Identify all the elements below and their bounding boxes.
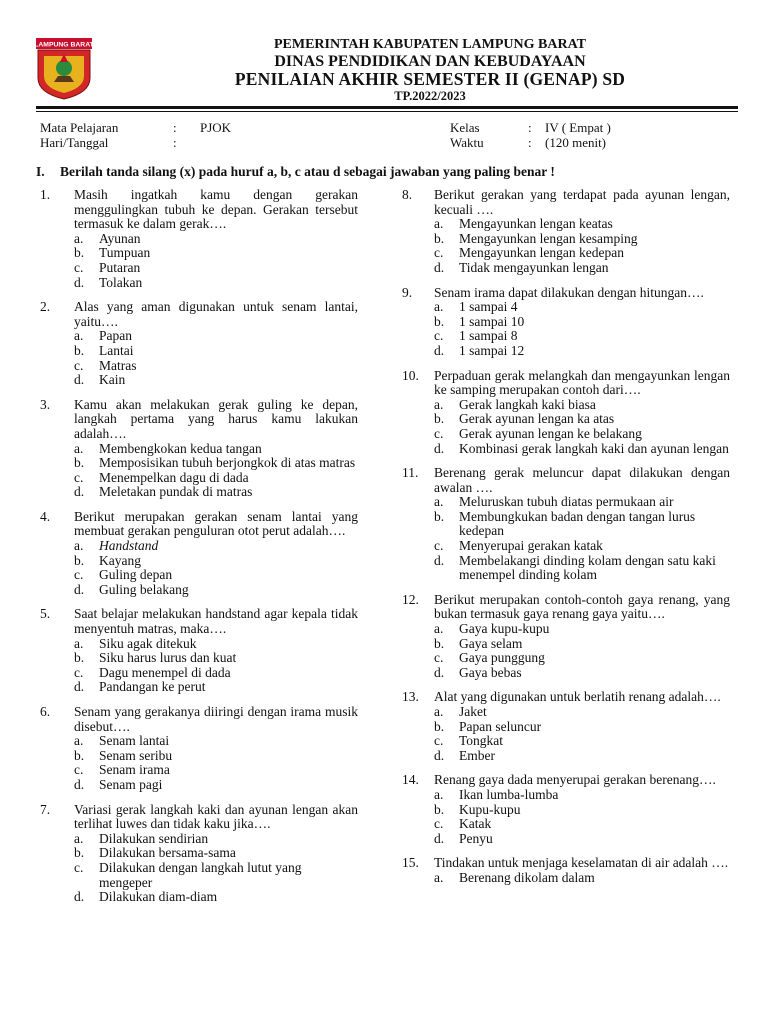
answer-option[interactable] <box>74 373 358 388</box>
answer-option[interactable] <box>434 622 730 637</box>
option-letter: d. <box>434 259 445 275</box>
question-text: Masih ingatkah kamu dengan gerakan menggulingkan tubuh ke depan. Gerakan tersebut termasuk ke dalam gerak…. <box>74 187 358 232</box>
answer-option[interactable] <box>74 637 358 652</box>
option-letter: d. <box>434 552 445 568</box>
answer-option[interactable] <box>434 510 730 539</box>
option-text: Pandangan ke perut <box>99 679 206 695</box>
answer-option[interactable] <box>74 890 358 905</box>
option-text: Papan seluncur <box>459 718 542 734</box>
option-letter: d. <box>434 342 445 358</box>
school-year: TP.2022/2023 <box>394 89 466 103</box>
question-number: 5. <box>40 606 51 622</box>
option-text: Katak <box>459 816 492 832</box>
option-text: Dilakukan bersama-sama <box>99 845 236 861</box>
option-letter: b. <box>74 455 85 471</box>
answer-option[interactable] <box>74 261 358 276</box>
option-letter: a. <box>434 869 444 885</box>
option-letter: d. <box>74 679 85 695</box>
option-text: Tolakan <box>99 274 143 290</box>
option-letter: d. <box>74 372 85 388</box>
question-item <box>36 803 358 905</box>
question-number: 13. <box>402 689 419 705</box>
option-letter: b. <box>434 508 445 524</box>
option-letter: d. <box>74 274 85 290</box>
right-question-column <box>396 188 730 896</box>
answer-option[interactable] <box>74 442 358 457</box>
option-letter: c. <box>434 425 444 441</box>
option-letter: c. <box>434 733 444 749</box>
option-text: Menyerupai gerakan katak <box>459 538 603 554</box>
option-letter: b. <box>74 342 85 358</box>
option-letter: a. <box>74 830 84 846</box>
time-colon: : <box>528 135 532 150</box>
option-letter: c. <box>434 650 444 666</box>
answer-option[interactable] <box>434 734 730 749</box>
option-text: Dilakukan diam-diam <box>99 889 218 905</box>
question-number: 15. <box>402 855 419 871</box>
option-letter: d. <box>74 889 85 905</box>
question-number: 8. <box>402 187 413 202</box>
answer-option[interactable] <box>74 471 358 486</box>
option-letter: b. <box>74 552 85 568</box>
question-text: Berikut gerakan yang terdapat pada ayunan lengan, kecuali …. <box>434 187 730 217</box>
answer-option[interactable] <box>74 583 358 598</box>
option-letter: c. <box>74 567 84 583</box>
letterhead <box>100 37 760 103</box>
option-text: Gaya kupu-kupu <box>459 621 550 637</box>
question-text: Alat yang digunakan untuk berlatih renang adalah…. <box>434 689 721 705</box>
question-text: Renang gaya dada menyerupai gerakan berenang…. <box>434 772 716 788</box>
option-text: 1 sampai 8 <box>459 328 518 344</box>
question-number: 4. <box>40 508 51 524</box>
option-letter: b. <box>434 635 445 651</box>
option-letter: c. <box>74 469 84 485</box>
answer-option[interactable] <box>434 749 730 764</box>
question-number: 10. <box>402 367 419 383</box>
answer-option[interactable] <box>74 344 358 359</box>
answer-option[interactable] <box>74 276 358 291</box>
answer-option[interactable] <box>74 666 358 681</box>
option-text: 1 sampai 4 <box>459 299 518 315</box>
option-text: Membengkokan kedua tangan <box>99 440 262 456</box>
option-text: Gerak langkah kaki biasa <box>459 396 596 412</box>
question-item <box>36 398 358 500</box>
option-text: Membungkukan badan dengan tangan lurus kedepan <box>459 508 696 539</box>
question-item <box>396 773 730 846</box>
option-letter: a. <box>434 621 444 637</box>
option-letter: b. <box>434 718 445 734</box>
class-value: IV ( Empat ) <box>545 120 611 135</box>
option-text: Gaya bebas <box>459 664 522 680</box>
header-divider-thin <box>36 111 738 112</box>
option-text: Putaran <box>99 259 141 275</box>
option-text: Papan <box>99 328 132 344</box>
answer-option[interactable] <box>434 720 730 735</box>
question-text: Saat belajar melakukan handstand agar kepala tidak menyentuh matras, maka…. <box>74 606 358 637</box>
option-letter: b. <box>434 230 445 246</box>
option-text: Tongkat <box>459 733 504 749</box>
answer-option[interactable] <box>434 412 730 427</box>
answer-option[interactable] <box>434 261 730 276</box>
question-text: Berenang gerak meluncur dapat dilakukan dengan awalan …. <box>434 465 730 495</box>
option-letter: c. <box>434 538 444 554</box>
time-value: (120 menit) <box>545 135 607 150</box>
option-text: Memposisikan tubuh berjongkok di atas matras <box>99 455 356 471</box>
class-label: Kelas <box>450 120 480 135</box>
answer-option[interactable] <box>74 778 358 793</box>
option-letter: b. <box>74 245 85 261</box>
answer-option[interactable] <box>74 568 358 583</box>
option-text: Dagu menempel di dada <box>99 664 231 680</box>
answer-option[interactable] <box>74 485 358 500</box>
option-letter: d. <box>434 440 445 456</box>
answer-option[interactable] <box>74 763 358 778</box>
option-text: Tidak mengayunkan lengan <box>459 259 609 275</box>
option-text: Kain <box>99 372 126 388</box>
time-label: Waktu <box>450 135 484 150</box>
answer-option[interactable] <box>434 651 730 666</box>
option-letter: d. <box>434 664 445 680</box>
option-text: Ikan lumba-lumba <box>459 786 559 802</box>
answer-option[interactable] <box>74 846 358 861</box>
answer-option[interactable] <box>434 788 730 803</box>
option-letter: d. <box>74 581 85 597</box>
section-numeral: I. <box>36 164 45 179</box>
subject-value: PJOK <box>200 120 232 135</box>
option-letter: c. <box>74 859 84 875</box>
option-text: Jaket <box>459 704 487 719</box>
answer-option[interactable] <box>434 217 730 232</box>
option-text: Membelakangi dinding kolam dengan satu kaki menempel dinding kolam <box>459 552 716 583</box>
instruction-text: Berilah tanda silang (x) pada huruf a, b, c atau d sebagai jawaban yang paling benar ! <box>60 164 555 179</box>
answer-option[interactable] <box>434 871 730 886</box>
answer-option[interactable] <box>434 495 730 510</box>
answer-option[interactable] <box>74 456 358 471</box>
answer-option[interactable] <box>434 637 730 652</box>
option-text: Mengayunkan lengan keatas <box>459 216 613 232</box>
option-letter: a. <box>74 538 84 554</box>
subject-label: Mata Pelajaran <box>40 120 119 135</box>
question-number: 9. <box>402 284 413 300</box>
option-text: Meletakan pundak di matras <box>99 484 253 500</box>
option-text: Menempelkan dagu di dada <box>99 469 249 485</box>
answer-option[interactable] <box>74 832 358 847</box>
option-text: Senam seribu <box>99 747 173 763</box>
question-number: 6. <box>40 704 51 719</box>
option-letter: a. <box>74 440 84 456</box>
option-text: Matras <box>99 357 137 373</box>
question-item <box>396 286 730 359</box>
answer-option[interactable] <box>434 554 730 583</box>
option-letter: a. <box>74 635 84 651</box>
option-text: Gaya punggung <box>459 650 545 666</box>
question-number: 14. <box>402 772 419 788</box>
option-text: Dilakukan sendirian <box>99 830 209 846</box>
option-letter: a. <box>74 328 84 344</box>
option-letter: c. <box>74 259 84 275</box>
option-text: Gaya selam <box>459 635 523 651</box>
option-letter: d. <box>434 830 445 846</box>
question-item <box>396 369 730 457</box>
answer-option[interactable] <box>74 749 358 764</box>
question-text: Perpaduan gerak melangkah dan mengayunkan lengan ke samping merupakan contoh dari…. <box>434 367 730 398</box>
option-letter: a. <box>434 786 444 802</box>
question-number: 3. <box>40 396 51 412</box>
option-letter: a. <box>434 396 444 412</box>
answer-option[interactable] <box>74 246 358 261</box>
answer-option[interactable] <box>434 427 730 442</box>
class-colon: : <box>528 120 532 135</box>
question-item <box>396 188 730 276</box>
option-text: Ayunan <box>99 230 141 246</box>
answer-option[interactable] <box>434 817 730 832</box>
answer-option[interactable] <box>434 803 730 818</box>
option-text: Penyu <box>459 830 493 846</box>
question-text: Alas yang aman digunakan untuk senam lantai, yaitu…. <box>74 299 358 329</box>
answer-option[interactable] <box>434 300 730 315</box>
question-number: 1. <box>40 187 51 202</box>
date-colon: : <box>173 135 177 150</box>
question-text: Berikut merupakan contoh-contoh gaya renang, yang bukan termasuk gaya renang gaya yaitu…. <box>434 591 730 622</box>
answer-option[interactable] <box>74 861 358 890</box>
question-text: Variasi gerak langkah kaki dan ayunan lengan akan terlihat luwes dan tidak kaku jika…. <box>74 801 358 832</box>
question-number: 7. <box>40 801 51 817</box>
option-letter: d. <box>74 776 85 792</box>
option-text: Lantai <box>99 342 134 358</box>
option-letter: a. <box>74 733 84 749</box>
department-name: DINAS PENDIDIKAN DAN KEBUDAYAAN <box>274 53 586 70</box>
answer-option[interactable] <box>74 651 358 666</box>
option-text: Mengayunkan lengan kedepan <box>459 245 624 261</box>
answer-option[interactable] <box>74 734 358 749</box>
option-text: Handstand <box>99 538 159 554</box>
answer-option[interactable] <box>434 344 730 359</box>
option-letter: c. <box>434 328 444 344</box>
question-number: 11. <box>402 465 419 481</box>
answer-option[interactable] <box>74 554 358 569</box>
option-text: Tumpuan <box>99 245 151 261</box>
option-text: 1 sampai 12 <box>459 342 525 358</box>
left-question-column <box>36 188 358 915</box>
option-letter: b. <box>74 845 85 861</box>
option-letter: d. <box>434 747 445 763</box>
question-text: Senam yang gerakanya diiringi dengan irama musik disebut…. <box>74 704 358 734</box>
answer-option[interactable] <box>434 398 730 413</box>
answer-option[interactable] <box>74 329 358 344</box>
option-text: Siku harus lurus dan kuat <box>99 650 237 666</box>
option-text: Meluruskan tubuh diatas permukaan air <box>459 494 674 510</box>
option-text: Kayang <box>99 552 141 568</box>
option-text: Mengayunkan lengan kesamping <box>459 230 638 246</box>
answer-option[interactable] <box>434 329 730 344</box>
option-letter: c. <box>74 762 84 778</box>
option-letter: b. <box>434 411 445 427</box>
answer-option[interactable] <box>434 539 730 554</box>
option-text: Berenang dikolam dalam <box>459 869 595 885</box>
option-letter: a. <box>74 230 84 246</box>
option-letter: b. <box>74 650 85 666</box>
option-letter: b. <box>74 747 85 763</box>
option-letter: a. <box>434 216 444 232</box>
option-text: Kupu-kupu <box>459 801 521 817</box>
question-item <box>36 705 358 793</box>
answer-option[interactable] <box>74 359 358 374</box>
option-letter: c. <box>434 245 444 261</box>
question-number: 12. <box>402 591 419 607</box>
option-letter: a. <box>434 299 444 315</box>
option-letter: a. <box>434 494 444 510</box>
subject-colon: : <box>173 120 177 135</box>
question-item <box>36 188 358 290</box>
option-text: Dilakukan dengan langkah lutut yang mengeper <box>99 859 302 890</box>
question-text: Kamu akan melakukan gerak guling ke depan, langkah pertama yang harus kamu lakukan adalah…. <box>74 396 358 441</box>
question-item <box>396 690 730 763</box>
answer-option[interactable] <box>434 832 730 847</box>
answer-option[interactable] <box>74 232 358 247</box>
header-divider-thick <box>36 106 738 109</box>
option-letter: d. <box>74 484 85 500</box>
option-letter: c. <box>74 664 84 680</box>
answer-option[interactable] <box>434 705 730 720</box>
question-text: Senam irama dapat dilakukan dengan hitungan…. <box>434 284 704 300</box>
option-letter: a. <box>434 704 444 719</box>
option-text: Guling depan <box>99 567 173 583</box>
option-text: Guling belakang <box>99 581 189 597</box>
question-item <box>396 856 730 885</box>
question-item <box>396 466 730 583</box>
answer-option[interactable] <box>434 442 730 457</box>
option-text: Gerak ayunan lengan ke belakang <box>459 425 642 441</box>
answer-option[interactable] <box>434 315 730 330</box>
svg-text:LAMPUNG BARAT: LAMPUNG BARAT <box>36 41 92 49</box>
option-letter: b. <box>434 313 445 329</box>
question-item <box>36 300 358 388</box>
option-letter: b. <box>434 801 445 817</box>
question-item <box>396 593 730 681</box>
date-label: Hari/Tanggal <box>40 135 109 150</box>
question-item <box>36 607 358 695</box>
option-text: Kombinasi gerak langkah kaki dan ayunan lengan <box>459 440 729 456</box>
exam-title: PENILAIAN AKHIR SEMESTER II (GENAP) SD <box>234 69 626 89</box>
option-text: Senam irama <box>99 762 170 778</box>
option-letter: c. <box>434 816 444 832</box>
option-text: 1 sampai 10 <box>459 313 525 329</box>
answer-option[interactable] <box>434 232 730 247</box>
question-number: 2. <box>40 299 51 315</box>
question-text: Berikut merupakan gerakan senam lantai yang membuat gerakan penguluran otot perut adalah…. <box>74 508 358 539</box>
option-text: Siku agak ditekuk <box>99 635 197 651</box>
question-text: Tindakan untuk menjaga keselamatan di air adalah …. <box>434 855 729 871</box>
answer-option[interactable] <box>434 666 730 681</box>
option-text: Gerak ayunan lengan ka atas <box>459 411 615 427</box>
option-text: Senam pagi <box>99 776 163 792</box>
answer-option[interactable] <box>74 680 358 695</box>
question-item <box>36 510 358 598</box>
option-text: Senam lantai <box>99 733 170 749</box>
regency-logo <box>36 38 92 100</box>
answer-option[interactable] <box>74 539 358 554</box>
section-instruction <box>36 164 555 180</box>
option-text: Ember <box>459 747 495 763</box>
government-name: PEMERINTAH KABUPATEN LAMPUNG BARAT <box>273 37 587 52</box>
option-letter: c. <box>74 357 84 373</box>
answer-option[interactable] <box>434 246 730 261</box>
